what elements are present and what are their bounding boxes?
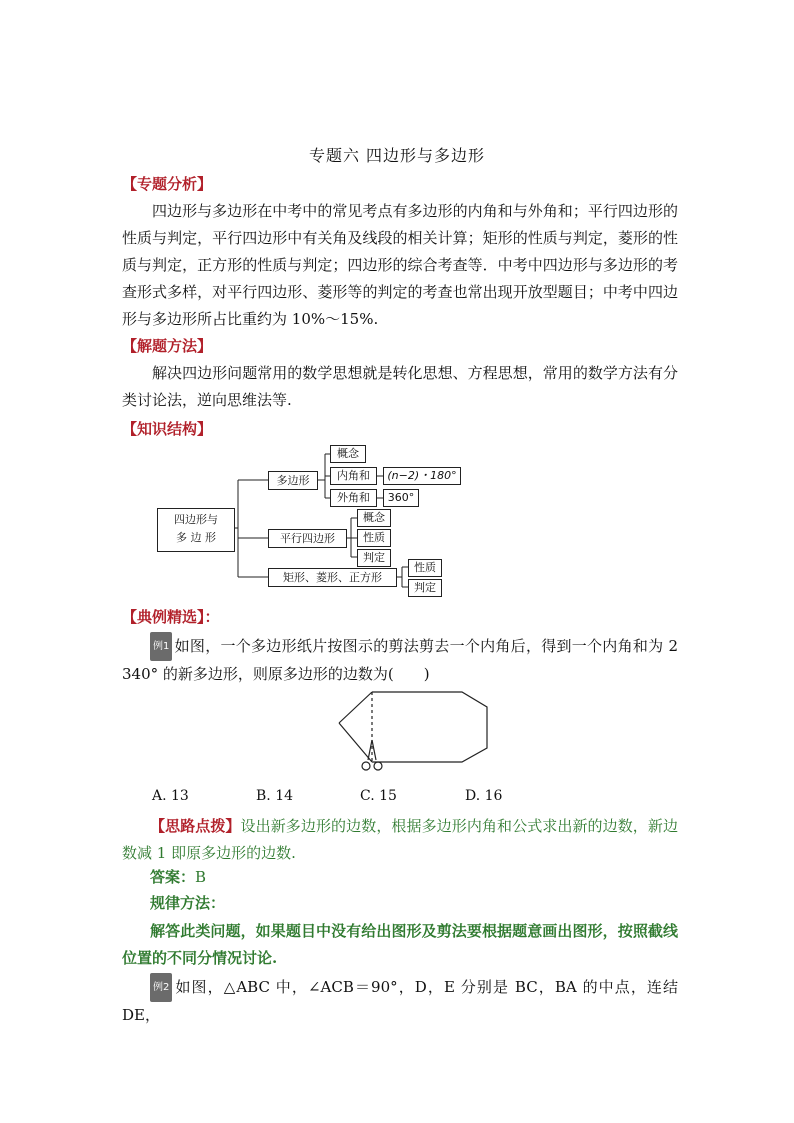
diagram-p-judge-box: 判定 (357, 549, 391, 567)
diagram-s-property-box: 性质 (408, 559, 442, 577)
analysis-paragraph (122, 198, 678, 333)
example2-text: 如图，△ABC 中，∠ACB＝90°，D，E 分别是 BC，BA 的中点，连结 DE， (122, 978, 678, 1024)
diagram-root-box: 四边形与 多 边 形 (157, 508, 235, 552)
option-b: B. 14 (256, 788, 294, 804)
diagram-p-concept-box: 概念 (357, 509, 391, 527)
page-title: 专题六 四边形与多边形 (308, 146, 486, 165)
diagram-interior-formula-box: (n−2)・180° (383, 467, 461, 485)
example1-question-text: 如图，一个多边形纸片按图示的剪法剪去一个内角后，得到一个内角和为 2 340° 的新多边形，则原多边形的边数为( ) (122, 637, 678, 683)
rule-text: 解答此类问题，如果题目中没有给出图形及剪法要根据题意画出图形，按照截线位置的不同分情况讨论. (122, 922, 678, 967)
diagram-p-property-box: 性质 (357, 529, 391, 547)
section-method-heading: 【解题方法】 (122, 337, 213, 355)
rule-label: 规律方法： (150, 894, 226, 912)
answer-label: 答案： (150, 868, 196, 886)
diagram-polygon-box: 多边形 (268, 471, 318, 490)
diagram-s-judge-box: 判定 (408, 579, 442, 597)
option-a: A. 13 (152, 788, 189, 804)
diagram-special-box: 矩形、菱形、正方形 (268, 568, 397, 587)
example2-badge: 例2 (150, 973, 172, 1002)
diagram-concept-box: 概念 (330, 445, 366, 463)
rule-paragraph (122, 918, 678, 972)
polygon-cut-figure (335, 690, 495, 780)
method-paragraph (122, 360, 678, 414)
option-c: C. 15 (360, 788, 397, 804)
section-structure-heading: 【知识结构】 (122, 420, 213, 438)
diagram-interior-box: 内角和 (330, 467, 377, 485)
hint-label: 【思路点拨】 (150, 817, 241, 835)
hint-paragraph (122, 813, 678, 867)
answer-value: B (195, 868, 207, 886)
example1-question (122, 632, 678, 688)
diagram-exterior-value-box: 360° (383, 489, 419, 507)
section-analysis-heading: 【专题分析】 (122, 175, 213, 193)
answer-line (150, 866, 206, 887)
option-d: D. 16 (465, 788, 503, 804)
section-examples-heading: 【典例精选】： (122, 608, 220, 626)
diagram-exterior-box: 外角和 (330, 489, 377, 507)
knowledge-diagram (150, 440, 480, 600)
diagram-parallelogram-box: 平行四边形 (268, 529, 347, 548)
example2-question (122, 973, 678, 1029)
analysis-text: 四边形与多边形在中考中的常见考点有多边形的内角和与外角和；平行四边形的性质与判定，平行四边形中有关角及线段的相关计算；矩形的性质与判定，菱形的性质与判定，正方形的性质与判定；四边形的综合考查等．中考中四边形与多边形的考查形式多样，对平行四边形、菱形等的判定的考查也常出现开放型题目；中考中四边形与多边形所占比重约为 10%～15%. (122, 202, 678, 328)
method-text: 解决四边形问题常用的数学思想就是转化思想、方程思想，常用的数学方法有分类讨论法，逆向思维法等. (122, 364, 678, 409)
hint-text: 设出新多边形的边数，根据多边形内角和公式求出新的边数，新边数减 1 即原多边形的边数. (122, 817, 678, 862)
example1-badge: 例1 (150, 632, 172, 661)
